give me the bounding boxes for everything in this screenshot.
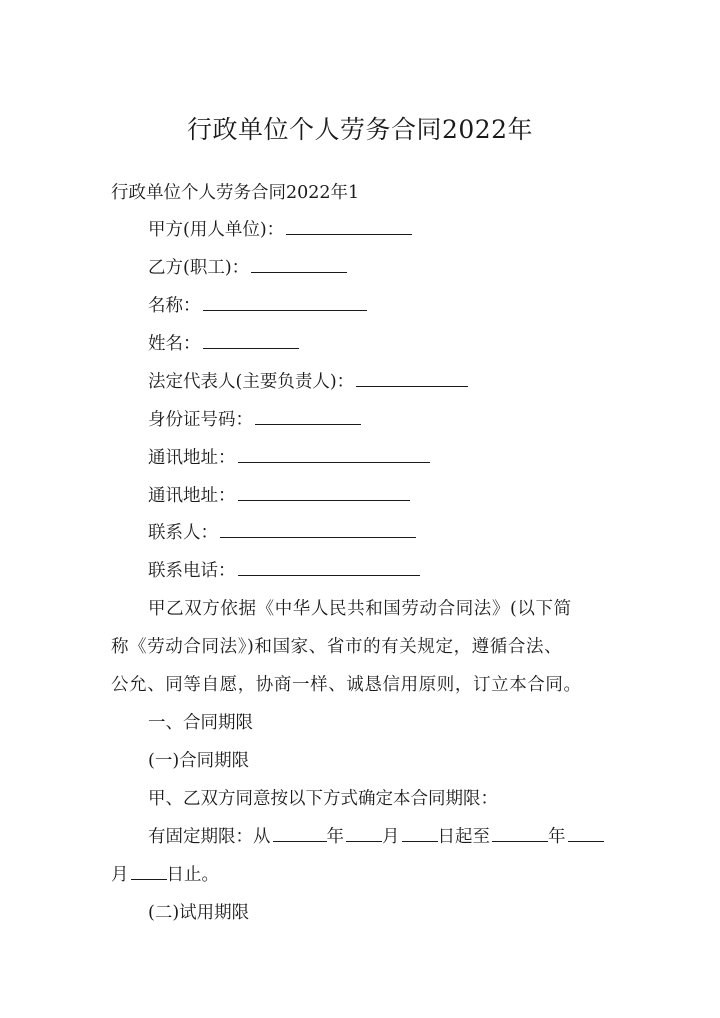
field-name-org xyxy=(148,293,367,319)
field-label: 联系人： xyxy=(148,523,218,543)
year-label: 年 xyxy=(548,827,566,847)
document-title: 行政单位个人劳务合同2022年 xyxy=(186,115,534,144)
section-term-text: 甲、乙双方同意按以下方式确定本合同期限： xyxy=(148,789,498,809)
preamble-line-3: 公允、同等自愿，协商一样、诚恳信用原则，订立本合同。 xyxy=(111,675,582,695)
blank-line xyxy=(203,293,367,311)
blank-line xyxy=(220,520,416,538)
field-contact-person xyxy=(148,520,416,546)
month-label: 月 xyxy=(382,827,400,847)
blank-line xyxy=(238,558,420,576)
field-label: 通讯地址： xyxy=(148,486,236,506)
blank-line xyxy=(492,824,548,842)
subsection-probation: (二)试用期限 xyxy=(148,903,250,923)
blank-line xyxy=(402,824,438,842)
day-end-label: 日止。 xyxy=(166,865,219,885)
year-label: 年 xyxy=(326,827,344,847)
blank-line xyxy=(286,217,412,235)
field-party-a xyxy=(148,217,412,243)
blank-line xyxy=(568,824,604,842)
field-address-b xyxy=(148,483,410,509)
field-label: 姓名： xyxy=(148,334,201,354)
month-label: 月 xyxy=(111,865,129,885)
blank-line xyxy=(255,407,361,425)
field-address-a xyxy=(148,445,430,471)
blank-line xyxy=(203,331,299,349)
term-line-1 xyxy=(148,824,604,850)
field-party-b xyxy=(148,255,347,281)
field-contact-phone xyxy=(148,558,420,584)
term-prefix: 有固定期限：从 xyxy=(148,827,271,847)
field-label: 身份证号码： xyxy=(148,410,253,430)
preamble-line-1: 甲乙双方依据《中华人民共和国劳动合同法》(以下简 xyxy=(148,599,572,619)
field-person-name xyxy=(148,331,299,357)
subsection-contract-term: (一)合同期限 xyxy=(148,751,250,771)
day-start-label: 日起至 xyxy=(437,827,490,847)
field-id-number xyxy=(148,407,361,433)
field-label: 通讯地址： xyxy=(148,448,236,468)
blank-line xyxy=(273,824,327,842)
blank-line xyxy=(131,862,167,880)
term-line-2 xyxy=(111,862,219,888)
field-label: 甲方(用人单位)： xyxy=(148,220,285,240)
document-subtitle: 行政单位个人劳务合同2022年1 xyxy=(111,183,360,203)
field-label: 法定代表人(主要负责人)： xyxy=(148,372,355,392)
preamble-line-2: 称《劳动合同法》)和国家、省市的有关规定，遵循合法、 xyxy=(111,637,563,657)
blank-line xyxy=(238,483,410,501)
field-label: 乙方(职工)： xyxy=(148,258,250,278)
field-label: 名称： xyxy=(148,296,201,316)
field-legal-rep xyxy=(148,369,468,395)
blank-line xyxy=(238,445,430,463)
blank-line xyxy=(251,255,347,273)
field-label: 联系电话： xyxy=(148,561,236,581)
blank-line xyxy=(346,824,382,842)
blank-line xyxy=(356,369,468,387)
section-heading-term: 一、合同期限 xyxy=(148,713,253,733)
